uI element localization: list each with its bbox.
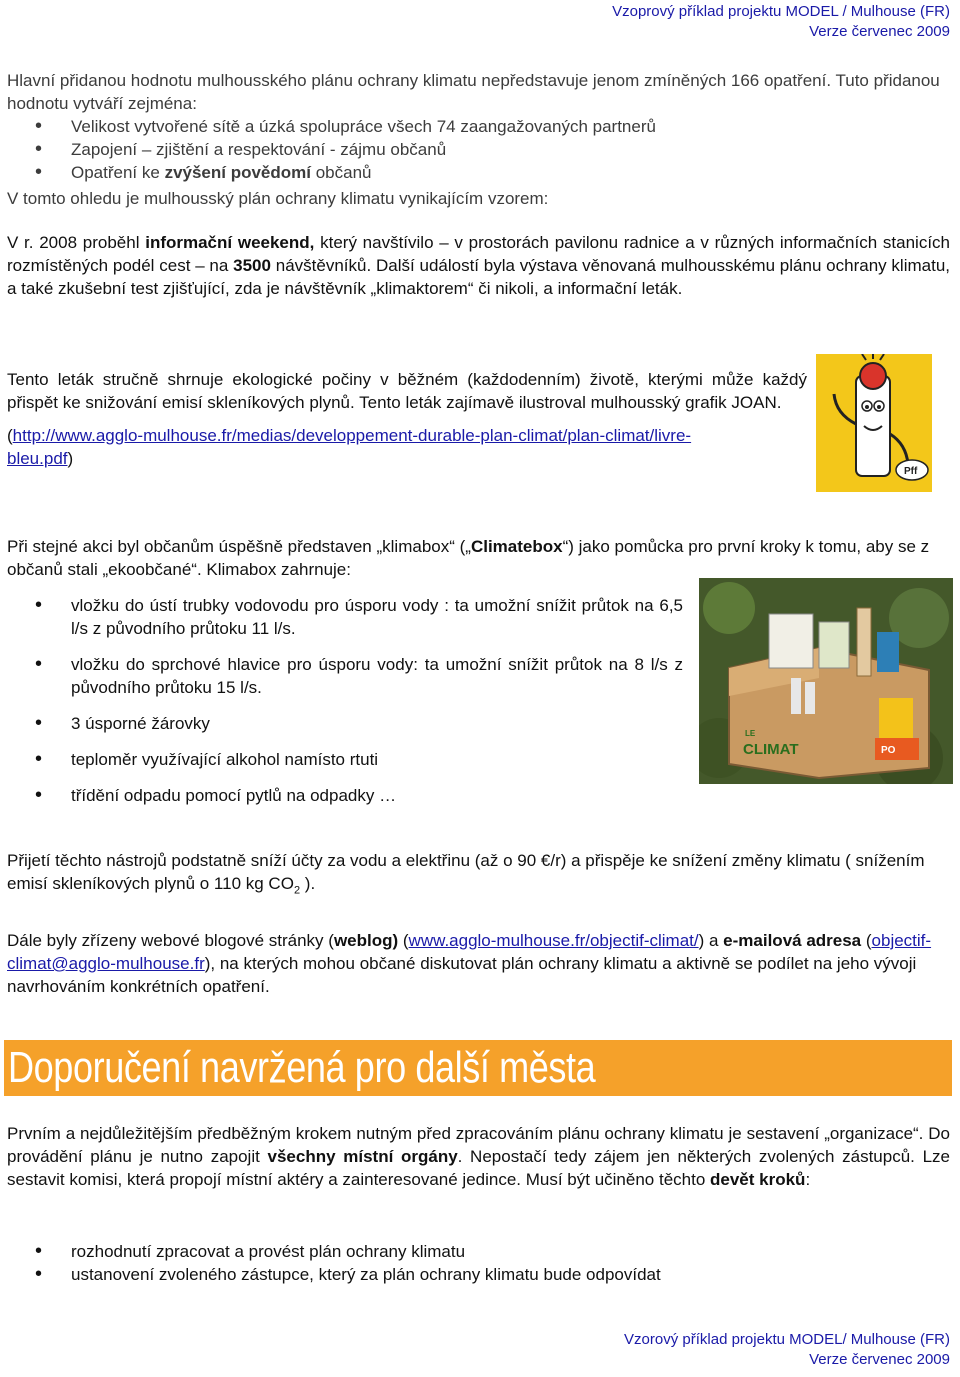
text-run: občanů	[311, 163, 372, 182]
bold-run: zvýšení povědomí	[164, 163, 311, 182]
step-item: • ustanovení zvoleného zástupce, který za plán ochrany klimatu bude odpovídat	[7, 1263, 950, 1286]
climatebox-item: • třídění odpadu pomocí pytlů na odpadky …	[7, 784, 683, 807]
page-footer	[624, 1330, 950, 1370]
intro-bullet-item: • Zapojení – zjištění a respektování - zájmu občanů	[7, 138, 950, 161]
savings-paragraph	[7, 849, 950, 895]
box-label-climat: CLIMAT	[743, 741, 799, 758]
box-label-le: LE	[745, 729, 756, 738]
section-banner	[4, 1040, 952, 1096]
weblog-paragraph	[7, 929, 950, 998]
text-run: ) a	[698, 931, 724, 950]
text-run: návštěvníků. Další událostí byla výstava věnovaná mulhousskému plánu ochrany klimatu, a také zkušební test zjišťující, zda je návštěvník „klimaktorem“ či nikoli, a informační leták.	[7, 256, 951, 298]
intro-section	[7, 69, 950, 210]
intro-bullet-item	[7, 161, 950, 184]
weekend-paragraph	[7, 231, 950, 300]
model-example-paragraph: V tomto ohledu je mulhousský plán ochrany klimatu vynikajícím vzorem:	[7, 189, 549, 208]
pff-bubble-text: Pff	[904, 466, 918, 477]
recommendations-paragraph	[7, 1122, 950, 1191]
match-character-illustration	[816, 354, 932, 492]
leaflet-illustration	[816, 354, 932, 492]
bold-run: e-mailová adresa	[723, 931, 862, 950]
text-run: Přijetí těchto nástrojů podstatně sníží účty za vodu a elektřinu (až o 90 €/r) a přispěje ke snížení změny klimatu ( snížením emisí skleníkových plynů o 110 kg CO	[7, 851, 925, 893]
step-item: • rozhodnutí zpracovat a provést plán ochrany klimatu	[7, 1240, 950, 1263]
climatebox-photo	[699, 578, 953, 784]
bold-run: 3500	[233, 256, 271, 275]
text-run: )	[67, 449, 74, 468]
text-run: Prvním a nejdůležitějším předběžným krokem nutným před zpracováním plánu ochrany klimatu je sestavení „organizace“. Do provádění plánu je nutno zapojit	[7, 1124, 950, 1166]
text-run: Při stejné akci byl občanům úspěšně představen „klimabox“ („	[7, 537, 471, 556]
text-run: “) jako pomůcka pro první kroky k tomu, aby se z občanů stali „ekoobčané“. Klimabox zahrnuje:	[7, 537, 930, 579]
page-header	[612, 2, 950, 42]
email-link[interactable]: objectif-climat@agglo-mulhouse.fr	[7, 931, 932, 973]
bold-run: Climatebox	[470, 537, 563, 556]
text-run: Opatření ke	[71, 163, 165, 182]
intro-bullet-list	[7, 115, 950, 184]
climatebox-item: • vložku do sprchové hlavice pro úsporu vody: ta umožní snížit průtok na 8 l/s z původního průtoku 15 l/s.	[7, 653, 683, 699]
footer-project-line: Vzorový příklad projektu MODEL/ Mulhouse (FR)	[624, 1331, 950, 1348]
leaflet-link-line	[7, 424, 807, 470]
leaflet-pdf-link[interactable]: http://www.agglo-mulhouse.fr/medias/developpement-durable-plan-climat/plan-climat/livre-	[12, 426, 692, 445]
bold-run: všechny místní orgány	[267, 1147, 458, 1166]
bold-run: devět kroků	[710, 1170, 806, 1189]
text-run: ).	[300, 874, 316, 893]
text-run: (	[398, 931, 409, 950]
intro-paragraph: Hlavní přidanou hodnotu mulhousského plánu ochrany klimatu nepředstavuje jenom zmíněných 166 opatření. Tuto přidanou hodnotu vytváří zejména:	[7, 71, 940, 113]
text-run: ), na kterých mohou občané diskutovat plán ochrany klimatu a aktivně se podílet na jeho vývoji navrhováním konkrétních opatření.	[7, 954, 917, 996]
steps-list	[7, 1240, 950, 1286]
leaflet-pdf-link-cont[interactable]: bleu.pdf	[7, 449, 68, 468]
text-run: V r. 2008 proběhl	[7, 233, 146, 252]
bold-run: informační weekend,	[145, 233, 315, 252]
box-label-po: PO	[881, 745, 896, 756]
bold-run: weblog)	[333, 931, 399, 950]
climatebox-item: • vložku do ústí trubky vodovodu pro úsporu vody : ta umožní snížit průtok na 6,5 l/s z původního průtoku 11 l/s.	[7, 594, 683, 640]
climatebox-intro	[7, 535, 950, 581]
weblog-link[interactable]: www.agglo-mulhouse.fr/objectif-climat/	[408, 931, 699, 950]
text-run: (	[861, 931, 872, 950]
climatebox-item: • 3 úsporné žárovky	[7, 712, 683, 735]
header-project-line: Vzoprový příklad projektu MODEL / Mulhouse (FR)	[612, 3, 950, 20]
leaflet-section	[7, 368, 807, 470]
climatebox-item: • teploměr využívající alkohol namísto rtuti	[7, 748, 683, 771]
footer-version-line: Verze červenec 2009	[809, 1351, 950, 1368]
leaflet-paragraph: Tento leták stručně shrnuje ekologické počiny v běžném (každodenním) životě, kterými může každý přispět ke snižování emisí skleníkových plynů. Tento leták zajímavě ilustroval mulhousský grafik JOAN.	[7, 370, 807, 412]
text-run: . Nepostačí tedy zájem jen některých zvolených zástupců. Lze sestavit komisi, která propojí místní aktéry a zainteresované jedince. Musí být učiněno těchto	[7, 1147, 950, 1189]
text-run: (	[7, 426, 13, 445]
subscript: 2	[293, 884, 301, 897]
text-run: Dále byly zřízeny webové blogové stránky (	[7, 931, 334, 950]
text-run: :	[805, 1170, 811, 1189]
header-version-line: Verze červenec 2009	[809, 23, 950, 40]
climatebox-item-list	[7, 594, 683, 807]
intro-bullet-item: • Velikost vytvořené sítě a úzká spolupráce všech 74 zaangažovaných partnerů	[7, 115, 950, 138]
text-run: který navštívilo – v prostorách pavilonu radnice a v různých informačních stanicích rozmístěných podél cest – na	[7, 233, 951, 275]
section-title: Doporučení navržená pro další města	[8, 1043, 596, 1092]
climatebox-photo-drawing	[699, 578, 953, 784]
